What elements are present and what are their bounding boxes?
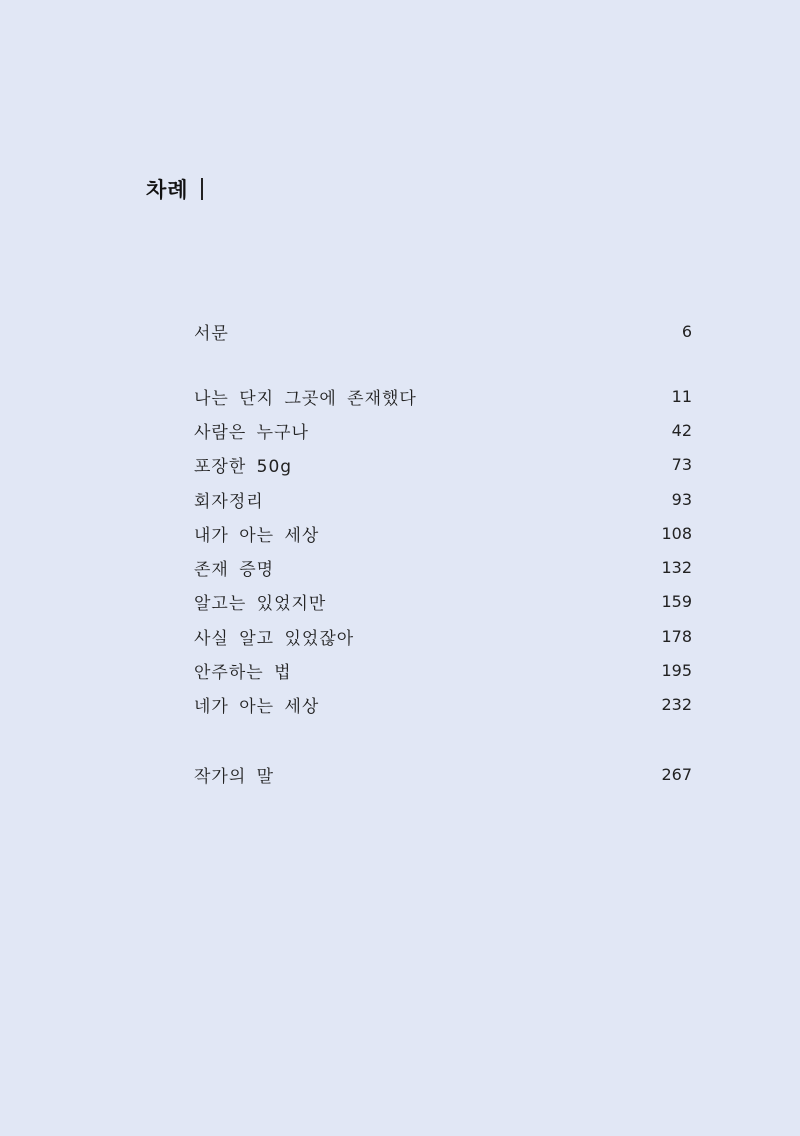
title-divider [201,178,203,200]
toc-entry[interactable] [194,413,692,447]
toc-entry-title: 나는 단지 그곳에 존재했다 [194,388,417,409]
toc-entry-page: 267 [661,764,692,784]
toc-chapters-section [194,379,692,722]
toc-entry-title: 서문 [194,323,229,344]
toc-entry[interactable] [194,448,692,482]
toc-entry-page: 73 [671,455,692,475]
toc-entry-page: 178 [661,626,692,646]
toc-entry-title: 내가 아는 세상 [194,525,320,546]
toc-entry-title: 안주하는 법 [194,663,292,684]
toc-entry-page: 93 [671,489,692,509]
toc-entry-title: 존재 증명 [194,560,275,581]
toc-entry-title: 알고는 있었지만 [194,594,327,615]
toc-entry-page: 132 [661,558,692,578]
toc-entry-page: 108 [661,523,692,543]
toc-entry[interactable] [194,516,692,550]
toc-entry-page: 195 [661,661,692,681]
toc-entry[interactable] [194,619,692,653]
toc-entry[interactable] [194,482,692,516]
toc-outro-section [194,757,692,791]
toc-entry-title: 회자정리 [194,491,264,512]
toc-entry[interactable] [194,585,692,619]
toc-intro-section [194,314,692,348]
toc-entry-title: 사실 알고 있었잖아 [194,628,355,649]
toc-entry[interactable] [194,653,692,687]
page-heading [146,172,203,206]
page-title: 차례 [146,178,189,202]
toc-entry[interactable] [194,379,692,413]
toc-entry-title: 사람은 누구나 [194,422,309,443]
toc-entry[interactable] [194,688,692,722]
toc-entry-page: 6 [681,321,692,341]
toc-entry-title: 네가 아는 세상 [194,697,320,718]
toc-entry-page: 232 [661,695,692,715]
toc-entry[interactable] [194,314,692,348]
toc-entry-page: 11 [671,386,692,406]
toc-entry-page: 159 [661,592,692,612]
toc-entry[interactable] [194,757,692,791]
toc-entry[interactable] [194,550,692,584]
toc-entry-page: 42 [671,420,692,440]
toc-entry-title: 작가의 말 [194,766,275,787]
toc-entry-title: 포장한 50g [194,457,293,478]
